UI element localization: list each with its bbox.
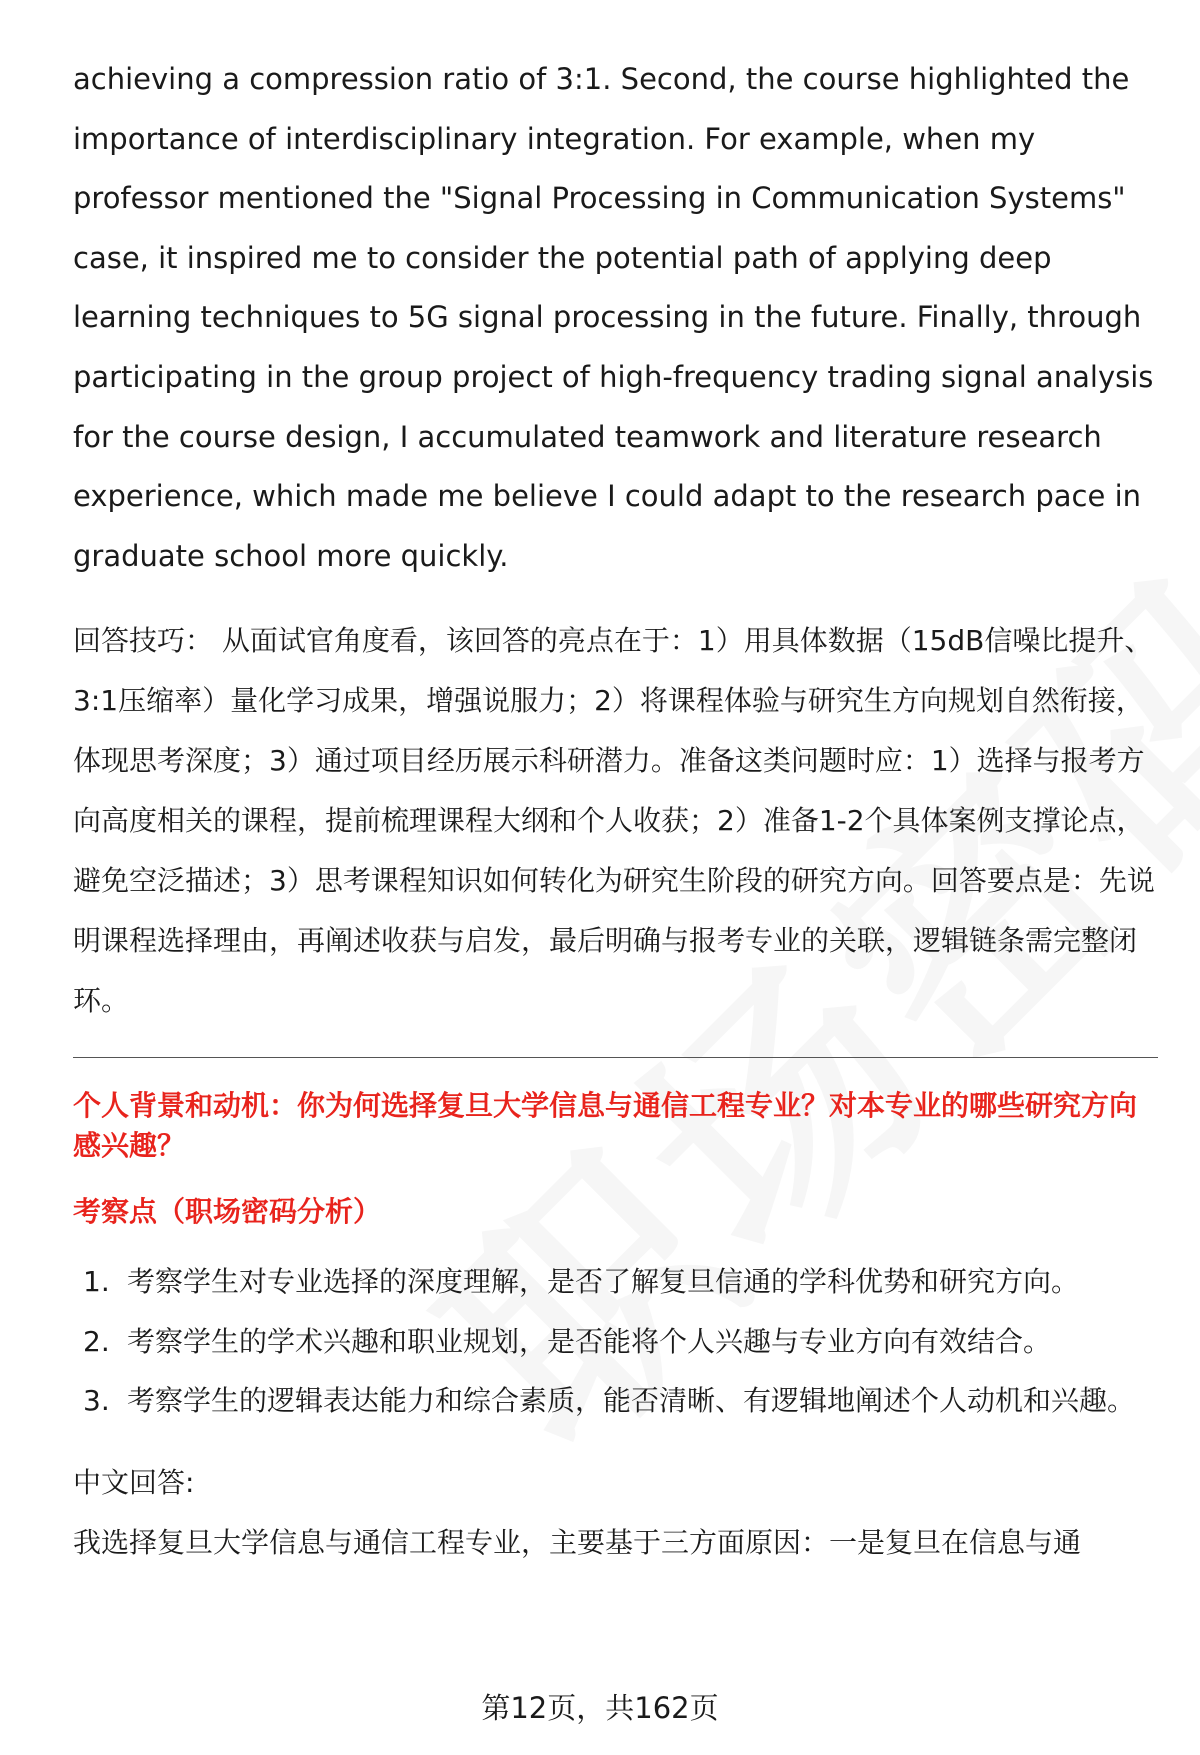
list-item-text: 考察学生对专业选择的深度理解，是否了解复旦信通的学科优势和研究方向。: [127, 1265, 1080, 1299]
list-item-number: 3.: [83, 1384, 110, 1418]
section-divider: [73, 1057, 1158, 1058]
page-content: [73, 50, 1158, 1573]
assessment-heading: 考察点（职场密码分析）: [73, 1195, 382, 1229]
list-item-number: 1.: [83, 1265, 110, 1299]
question-heading: 个人背景和动机：你为何选择复旦大学信息与通信工程专业？对本专业的哪些研究方向感兴趣？: [73, 1089, 1138, 1163]
answer-tips-paragraph: 回答技巧： 从面试官角度看，该回答的亮点在于：1）用具体数据（15dB信噪比提升、3:1压缩率）量化学习成果，增强说服力；2）将课程体验与研究生方向规划自然衔接，体现思考深度；3）通过项目经历展示科研潜力。准备这类问题时应：1）选择与报考方向高度相关的课程，提前梳理课程大纲和个人收获；2）准备1-2个具体案例支撑论点，避免空泛描述；3）思考课程知识如何转化为研究生阶段的研究方向。回答要点是：先说明课程选择理由，再阐述收获与启发，最后明确与报考专业的关联，逻辑链条需完整闭环。: [73, 624, 1155, 1018]
page-footer: 第12页，共162页: [481, 1691, 719, 1725]
chinese-answer-text: 我选择复旦大学信息与通信工程专业，主要基于三方面原因：一是复旦在信息与通: [73, 1525, 1082, 1559]
english-answer-paragraph: achieving a compression ratio of 3:1. Second, the course highlighted the importance of interdisciplinary integration. For example, when my professor mentioned the "Signal Processing in Communication Systems" case, it inspired me to consider the potential path of applying deep learning techniques to 5G signal processing in the future. Finally, through participating in the group project of high-frequency trading signal analysis for the course design, I accumulated teamwork and literature research experience, which made me believe I could adapt to the research pace in graduate school more quickly.: [73, 62, 1154, 573]
list-item-text: 考察学生的逻辑表达能力和综合素质，能否清晰、有逻辑地阐述个人动机和兴趣。: [127, 1384, 1136, 1418]
list-item: [73, 1312, 1158, 1372]
list-item: [73, 1371, 1158, 1431]
list-item-number: 2.: [83, 1324, 110, 1358]
assessment-list: [73, 1252, 1158, 1431]
chinese-answer-label: 中文回答:: [73, 1465, 195, 1499]
list-item-text: 考察学生的学术兴趣和职业规划，是否能将个人兴趣与专业方向有效结合。: [127, 1324, 1052, 1358]
list-item: [73, 1252, 1158, 1312]
